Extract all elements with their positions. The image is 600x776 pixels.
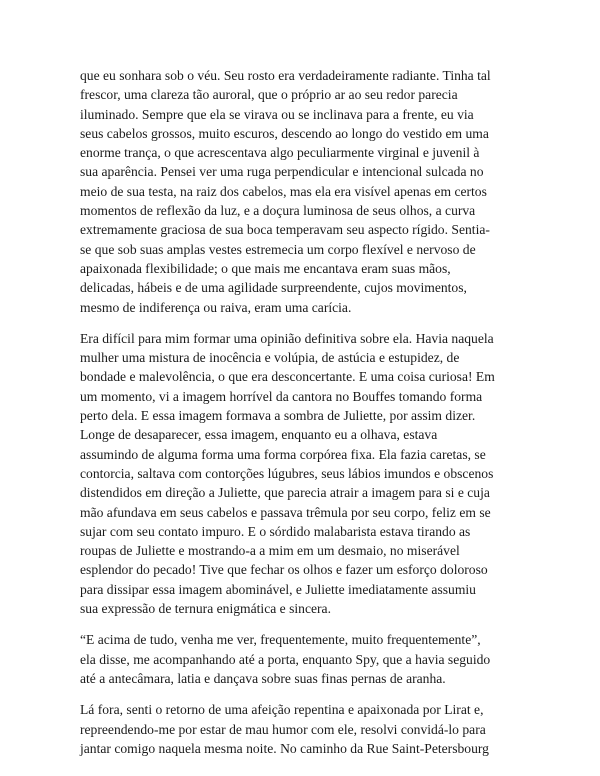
paragraph	[80, 66, 526, 317]
text-line: bondade e malevolência, o que era desconcertante. E uma coisa curiosa! Em	[80, 369, 495, 385]
paragraph	[80, 329, 526, 618]
text-line: assumindo de alguma forma uma forma corpórea fixa. Ela fazia caretas, se	[80, 446, 486, 462]
text-line: esplendor do pecado! Tive que fechar os olhos e fazer um esforço doloroso	[80, 562, 488, 578]
text-line: apaixonada flexibilidade; o que mais me encantava eram suas mãos,	[80, 260, 451, 276]
text-line: um momento, vi a imagem horrível da cantora no Bouffes tomando forma	[80, 388, 483, 404]
text-line: para dissipar essa imagem abominável, e Juliette imediatamente assumiu	[80, 581, 476, 597]
paragraph	[80, 630, 526, 688]
text-line: meio de sua testa, na raiz dos cabelos, mas ela era visível apenas em certos	[80, 183, 487, 199]
text-line: jantar comigo naquela mesma noite. No caminho da Rue Saint-Petersbourg	[80, 740, 489, 756]
text-line: sua expressão de ternura enigmática e sincera.	[80, 601, 331, 617]
text-line: Era difícil para mim formar uma opinião definitiva sobre ela. Havia naquela	[80, 330, 494, 346]
text-line: Longe de desaparecer, essa imagem, enquanto eu a olhava, estava	[80, 427, 438, 443]
text-line: ela disse, me acompanhando até a porta, enquanto Spy, que a havia seguido	[80, 651, 491, 667]
text-line: que eu sonhara sob o véu. Seu rosto era verdadeiramente radiante. Tinha tal	[80, 68, 491, 83]
text-line: mão afundava em seus cabelos e passava trêmula por seu corpo, feliz em se	[80, 504, 491, 520]
text-line: seus cabelos grossos, muito escuros, descendo ao longo do vestido em uma	[80, 125, 489, 141]
text-line: Lá fora, senti o retorno de uma afeição repentina e apaixonada por Lirat e,	[80, 702, 484, 718]
text-line: mulher uma mistura de inocência e volúpia, de astúcia e estupidez, de	[80, 350, 460, 366]
text-line: até a antecâmara, latia e dançava sobre suas finas pernas de aranha.	[80, 670, 446, 686]
text-line: distendidos em direção a Juliette, que parecia atrair a imagem para si e cuja	[80, 485, 490, 501]
text-line: contorcia, saltava com contorções lúgubres, seus lábios imundos e obscenos	[80, 465, 494, 481]
text-line: enorme trança, o que acrescentava algo peculiarmente virginal e juvenil à	[80, 145, 480, 161]
paragraph	[80, 700, 526, 758]
text-line: delicadas, hábeis e de uma agilidade surpreendente, cujos movimentos,	[80, 280, 467, 296]
text-line: iluminado. Sempre que ela se virava ou se inclinava para a frente, eu via	[80, 106, 474, 122]
text-line: repreendendo-me por estar de mau humor com ele, resolvi convidá-lo para	[80, 721, 486, 737]
text-line: frescor, uma clareza tão auroral, que o próprio ar ao seu redor parecia	[80, 87, 458, 103]
text-line: mesmo de indiferença ou raiva, eram uma carícia.	[80, 299, 352, 315]
document-page	[80, 66, 526, 770]
text-line: roupas de Juliette e mostrando-a a mim em um desmaio, no miserável	[80, 543, 460, 559]
text-line: sujar com seu contato impuro. E o sórdido malabarista estava tirando as	[80, 523, 471, 539]
text-line: se que sob suas amplas vestes estremecia um corpo flexível e nervoso de	[80, 241, 476, 257]
text-line: “E acima de tudo, venha me ver, frequentemente, muito frequentemente”,	[80, 632, 481, 648]
text-line: sua aparência. Pensei ver uma ruga perpendicular e intencional sulcada no	[80, 164, 484, 180]
text-line: momentos de reflexão da luz, e a doçura luminosa de seus olhos, a curva	[80, 203, 476, 219]
text-line: perto dela. E essa imagem formava a sombra de Juliette, por assim dizer.	[80, 408, 476, 424]
text-line: extremamente graciosa de sua boca temperavam seu aspecto rígido. Sentia-	[80, 222, 490, 238]
